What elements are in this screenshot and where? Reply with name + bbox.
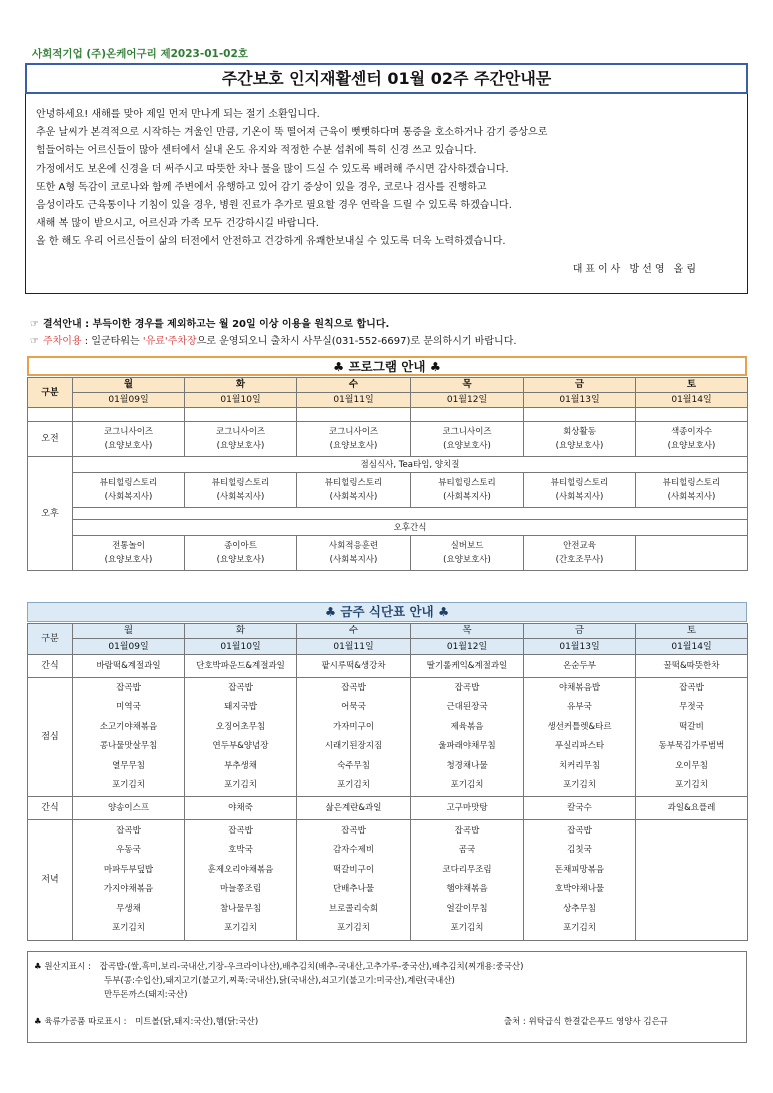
meal-menu-item: 잡곡밥 (116, 825, 141, 836)
program-row-label: 오전 (28, 422, 73, 457)
program-spacer-cell (524, 408, 636, 422)
program-activity-staff: (사회복지사) (329, 555, 378, 565)
meal-day-header: 월 (73, 624, 185, 639)
meal-menu-item: 호박야채나물 (554, 884, 605, 894)
meal-menu-item: 잡곡밥 (567, 825, 592, 836)
meal-menu-cell (411, 678, 524, 797)
program-morning-row (28, 422, 748, 457)
meal-section-title: ♣ 금주 식단표 안내 ♣ (27, 602, 747, 622)
program-col-label: 구분 (28, 378, 73, 408)
meal-menu-item: 부추생채 (224, 760, 257, 771)
program-date-header: 01월12일 (411, 393, 524, 408)
program-spacer-cell (28, 408, 73, 422)
parking-text-pre: : 일군타워는 (81, 336, 143, 347)
absence-notice (30, 315, 389, 330)
program-activity-name: 사회적응훈련 (328, 541, 379, 551)
meal-menu-cell (524, 678, 636, 797)
meat-line (34, 1015, 740, 1029)
meal-menu-item: 열무무침 (112, 760, 145, 771)
greeting-line: 또한 A형 독감이 코로나와 함께 주변에서 유행하고 있어 감기 증상이 있을 경우, 코로나 검사를 진행하고 (36, 181, 487, 193)
meal-menu-item: 어묵국 (341, 702, 366, 712)
origin-line: 두부(콩:수입산),돼지고기(불고기,찌푹:국내산),닭(국내산),쇠고기(불고기:미국산),계란(국내산) (104, 976, 455, 986)
parking-label: 주차이용 (42, 336, 82, 347)
meal-date-header: 01월10일 (185, 639, 297, 655)
meal-snack-cell: 야채죽 (185, 797, 297, 820)
program-activity-name: 코그니사이즈 (103, 427, 154, 437)
meal-menu-item: 청경채나물 (446, 760, 488, 771)
meal-snack-cell: 딸기롤케익&계절과일 (411, 655, 524, 678)
meal-menu-cell (636, 820, 748, 941)
meal-dinner-row (28, 820, 748, 941)
meal-snack-cell: 온순두부 (524, 655, 636, 678)
meal-menu-item: 잡곡밥 (454, 682, 480, 693)
program-activity-name: 전통놀이 (112, 541, 145, 551)
meal-menu-item: 포기김치 (450, 923, 484, 933)
program-activity-staff: (사회복지사) (443, 492, 491, 502)
meal-menu-item: 무젓국 (679, 702, 704, 712)
origin-label: ♣ 원산지표시 : (34, 962, 91, 972)
greeting-line: 힘들어하는 어르신들이 많아 센터에서 실내 온도 유지와 적정한 수분 섭취에 특히 신경 쓰고 있습니다. (36, 145, 477, 157)
meal-snack-cell: 팥시루떡&생강차 (297, 655, 411, 678)
program-activity-staff: (사회복지사) (329, 492, 378, 502)
meal-row-label: 간식 (28, 655, 73, 678)
meal-menu-item: 콩나물맛살무침 (99, 741, 158, 751)
page-title: 주간보호 인지재활센터 01월 02주 주간안내문 (25, 63, 748, 94)
program-spacer-cell (411, 408, 524, 422)
program-activity-staff: (사회복지사) (104, 492, 153, 502)
meal-menu-item: 얼갈이무침 (446, 903, 488, 914)
program-activity-staff: (요양보호사) (216, 555, 265, 565)
meal-menu-item: 잡곡밥 (679, 682, 704, 693)
program-activity-cell (73, 422, 185, 457)
meal-row-label: 간식 (28, 797, 73, 820)
meal-menu-cell (636, 678, 748, 797)
program-activity-cell (297, 536, 411, 571)
program-lunch-note: 점심식사, Tea타임, 양치질 (73, 457, 748, 473)
program-lunch-note-row (28, 457, 748, 473)
meal-menu-item: 브로콜리숙회 (328, 903, 379, 914)
program-date-header: 01월14일 (636, 393, 748, 408)
meal-menu-item: 시래기된장지짐 (324, 741, 383, 751)
meal-menu-item: 잡곡밥 (228, 682, 253, 693)
program-activity-cell (524, 473, 636, 508)
meal-menu-item: 코다리무조림 (442, 864, 492, 875)
program-activity-staff: (요양보호사) (104, 441, 153, 451)
meal-menu-item: 햄야채볶음 (446, 884, 488, 894)
meal-menu-item: 야채볶음밥 (558, 682, 601, 693)
program-activity-staff: (요양보호사) (104, 555, 153, 565)
meal-snack-cell: 바람떡&계절과일 (73, 655, 185, 678)
meal-menu-item: 잡곡밥 (341, 825, 366, 836)
greeting-line: 새해 복 많이 받으시고, 어르신과 가족 모두 건강하시길 바랍니다. (36, 218, 319, 230)
program-spacer-cell (297, 408, 411, 422)
program-table (27, 377, 748, 571)
program-activity-staff: (사회복지사) (667, 492, 716, 502)
program-spacer-cell (636, 408, 748, 422)
meal-date-header: 01월14일 (636, 639, 748, 655)
program-activity-name: 코그니사이즈 (328, 427, 379, 437)
meal-menu-cell (185, 678, 297, 797)
meal-menu-item: 푸실리파스타 (554, 741, 605, 751)
meal-menu-item: 포기김치 (337, 780, 370, 790)
program-day-header: 월 (73, 378, 185, 393)
meal-day-header: 금 (524, 624, 636, 639)
meal-menu-cell (185, 820, 297, 941)
program-spacer-cell (73, 508, 748, 520)
meal-menu-item: 잡곡밥 (454, 825, 480, 836)
meal-menu-item: 포기김치 (675, 780, 708, 790)
meal-day-header: 목 (411, 624, 524, 639)
program-activity-name: 뷰티힐링스토리 (550, 478, 609, 488)
meal-menu-item: 포기김치 (224, 923, 257, 933)
program-date-header: 01월10일 (185, 393, 297, 408)
parking-text-post: 으로 운영되오니 출차시 사무실(031-552-6697)로 문의하시기 바랍니다. (196, 336, 517, 347)
program-activity-cell (636, 473, 748, 508)
meal-snack-row (28, 655, 748, 678)
program-activity-staff: (요양보호사) (443, 555, 491, 565)
meal-menu-item: 우동국 (116, 845, 141, 855)
meal-day-header: 토 (636, 624, 748, 639)
program-day-row (28, 378, 748, 393)
program-snack-note-row (28, 520, 748, 536)
absence-notice-text: 결석안내 : 부득이한 경우를 제외하고는 월 20일 이상 이용을 원칙으로 합니다. (42, 319, 390, 330)
program-day-header: 수 (297, 378, 411, 393)
program-activity-cell (185, 536, 297, 571)
meal-snack-cell: 단호박파운드&계절과일 (185, 655, 297, 678)
origin-line: 만두돈까스(돼지:국산) (104, 990, 188, 1000)
program-activity-cell (297, 473, 411, 508)
program-date-header: 01월11일 (297, 393, 411, 408)
footer-box (27, 951, 747, 1043)
program-day-header: 토 (636, 378, 748, 393)
meal-date-header: 01월13일 (524, 639, 636, 655)
meal-menu-item: 포기김치 (224, 780, 257, 790)
program-activity-name: 뷰티힐링스토리 (438, 478, 496, 488)
program-activity-staff: (사회복지사) (216, 492, 265, 502)
program-section-title: ♣ 프로그램 안내 ♣ (27, 356, 747, 376)
meal-snack-cell: 고구마맛탕 (411, 797, 524, 820)
program-activity-staff: (요양보호사) (667, 441, 716, 451)
program-activity-name: 뷰티힐링스토리 (99, 478, 158, 488)
program-activity-name: 코그니사이즈 (442, 427, 492, 437)
greeting-line: 추운 날씨가 본격적으로 시작하는 겨울인 만큼, 기온이 뚝 떨어져 근육이 뻣뻣하다며 통증을 호소하거나 감기 증상으로 (36, 127, 548, 139)
program-date-header: 01월09일 (73, 393, 185, 408)
meal-day-header: 수 (297, 624, 411, 639)
meal-menu-item: 떡갈비구이 (332, 864, 375, 875)
program-activity-cell (185, 422, 297, 457)
pointing-hand-icon: ☞ (30, 336, 39, 347)
pointing-hand-icon: ☞ (30, 319, 39, 330)
meal-menu-item: 제육볶음 (450, 721, 484, 732)
program-activity-staff: (요양보호사) (443, 441, 491, 451)
meal-menu-item: 무생채 (116, 903, 141, 914)
meal-menu-item: 떡갈비 (679, 721, 704, 732)
program-activity-name: 뷰티힐링스토리 (662, 478, 721, 488)
meal-day-header: 화 (185, 624, 297, 639)
meal-menu-item: 가지야채볶음 (103, 884, 154, 894)
meal-menu-item: 호박국 (228, 845, 253, 855)
meal-menu-item: 연두부&양념장 (212, 741, 269, 751)
program-activity-cell (185, 473, 297, 508)
meal-menu-item: 상추무침 (563, 903, 596, 914)
program-activity-name: 뷰티힐링스토리 (324, 478, 383, 488)
meal-date-header: 01월12일 (411, 639, 524, 655)
meal-menu-cell (73, 678, 185, 797)
meal-menu-item: 가자미구이 (332, 721, 375, 732)
program-day-header: 목 (411, 378, 524, 393)
meal-menu-item: 잡곡밥 (116, 682, 141, 693)
origin-line (34, 960, 740, 974)
meal-menu-item: 단배추나물 (332, 884, 375, 894)
meal-day-row (28, 624, 748, 639)
program-activity-cell (636, 422, 748, 457)
program-activity-cell (411, 422, 524, 457)
program-activity-name: 코그니사이즈 (215, 427, 266, 437)
program-activity-name: 실버보드 (450, 541, 484, 551)
meal-menu-item: 감자수제비 (332, 845, 375, 855)
meal-snack-cell: 꿀떡&따뜻한차 (636, 655, 748, 678)
program-activity-cell (73, 473, 185, 508)
meal-menu-item: 잡곡밥 (228, 825, 253, 836)
meal-menu-cell (73, 820, 185, 941)
meal-menu-item: 포기김치 (112, 923, 145, 933)
program-afternoon-row (28, 473, 748, 508)
meal-menu-cell (411, 820, 524, 941)
meal-date-header: 01월11일 (297, 639, 411, 655)
parking-notice (30, 332, 517, 347)
meal-menu-cell (297, 678, 411, 797)
program-activity-staff: (사회복지사) (555, 492, 604, 502)
program-activity-cell (636, 536, 748, 571)
meat-text: 미트볼(닭,돼지:국산),햄(닭:국산) (135, 1017, 259, 1027)
meal-menu-item: 울파래야채무침 (438, 741, 496, 751)
program-activity-name: 회상활동 (563, 427, 596, 437)
meal-menu-item: 동부묵김가루범벅 (658, 741, 725, 751)
meal-source: 출처 : 위탁급식 한결같은푸드 영양사 김은규 (503, 1017, 668, 1027)
meat-label: ♣ 육류가공품 따로표시 : (34, 1017, 127, 1027)
program-date-header: 01월13일 (524, 393, 636, 408)
program-activity-cell (73, 536, 185, 571)
meal-menu-item: 포기김치 (563, 923, 596, 933)
program-snack-note: 오후간식 (73, 520, 748, 536)
program-afternoon-row (28, 536, 748, 571)
meal-menu-item: 근대된장국 (446, 702, 488, 712)
program-spacer-cell (73, 408, 185, 422)
program-activity-cell (524, 422, 636, 457)
meal-menu-item: 포기김치 (112, 780, 145, 790)
program-activity-staff: (간호조무사) (555, 555, 604, 565)
meal-menu-item: 돈채피망볶음 (554, 864, 605, 875)
meal-snack-cell: 양송이스프 (73, 797, 185, 820)
program-activity-staff: (요양보호사) (216, 441, 265, 451)
program-activity-staff: (요양보호사) (329, 441, 378, 451)
program-spacer-cell (185, 408, 297, 422)
meal-date-row (28, 639, 748, 655)
program-row-label: 오후 (28, 457, 73, 571)
meal-menu-item: 오이무침 (675, 760, 708, 771)
meal-menu-item: 김칫국 (567, 845, 592, 855)
meal-menu-item: 마파두부덮밥 (103, 864, 154, 875)
meal-menu-item: 생선커틀렛&타르 (547, 721, 612, 732)
meal-menu-item: 곰국 (458, 845, 476, 855)
program-activity-name: 뷰티힐링스토리 (211, 478, 270, 488)
meal-menu-item: 참나물무침 (219, 903, 262, 914)
meal-menu-cell (524, 820, 636, 941)
meal-menu-item: 소고기야채볶음 (99, 721, 158, 732)
parking-paid-label: '유료'주차장 (142, 336, 197, 347)
greeting-line: 음성이라도 근육통이나 기침이 있을 경우, 병원 진료가 추가로 필요할 경우 연락을 드릴 수 있도록 하겠습니다. (36, 200, 512, 212)
meal-menu-item: 포기김치 (337, 923, 370, 933)
greeting-signature: 대표이사 방선영 올림 (572, 263, 699, 275)
meal-row-label: 점심 (28, 678, 73, 797)
program-spacer-row (28, 408, 748, 422)
meal-snack-cell: 과일&요플레 (636, 797, 748, 820)
meal-snack-cell: 칼국수 (524, 797, 636, 820)
meal-menu-item: 포기김치 (563, 780, 596, 790)
meal-menu-cell (297, 820, 411, 941)
meal-row-label: 저녁 (28, 820, 73, 941)
greeting-line: 가정에서도 보온에 신경을 더 써주시고 따뜻한 차나 물을 많이 드실 수 있도록 배려해 주시면 감사하겠습니다. (36, 163, 509, 175)
meal-menu-item: 잡곡밥 (341, 682, 366, 693)
origin-text: 잡곡밥-(쌀,흑미,보리-국내산,기장-우크라이나산),배추김치(배추-국내산,고추가루-중국산),배추김치(찌개용:중국산) (99, 962, 524, 972)
program-activity-cell (524, 536, 636, 571)
meal-snack-row (28, 797, 748, 820)
meal-menu-item: 오징어초무침 (215, 721, 266, 732)
program-activity-staff: (요양보호사) (555, 441, 604, 451)
greeting-line: 올 한 해도 우리 어르신들이 삶의 터전에서 안전하고 건강하게 유쾌한보내실 수 있도록 더욱 노력하겠습니다. (36, 236, 506, 248)
meal-menu-item: 유부국 (567, 702, 592, 712)
program-activity-cell (411, 536, 524, 571)
meal-menu-item: 마늘쫑조림 (219, 884, 262, 894)
meal-col-label: 구분 (28, 624, 73, 655)
meal-date-header: 01월09일 (73, 639, 185, 655)
program-spacer-row (28, 508, 748, 520)
program-day-header: 금 (524, 378, 636, 393)
greeting-box (25, 94, 748, 294)
program-activity-name: 종이아트 (224, 541, 257, 551)
meal-snack-cell: 삶은계란&과일 (297, 797, 411, 820)
meal-menu-item: 미역국 (116, 702, 141, 712)
meal-menu-item: 치커리무침 (558, 760, 601, 771)
meal-table (27, 623, 748, 941)
meal-menu-item: 포기김치 (450, 780, 484, 790)
greeting-line: 안녕하세요! 새해를 맞아 제일 먼저 만나게 되는 절기 소환입니다. (36, 109, 320, 120)
meal-menu-item: 숙주무침 (337, 760, 370, 771)
meal-lunch-row (28, 678, 748, 797)
org-line: 사회적기업 (주)온케어구리 제2023-01-02호 (32, 48, 248, 60)
program-date-row (28, 393, 748, 408)
program-activity-name: 안전교육 (563, 541, 596, 551)
program-activity-cell (297, 422, 411, 457)
program-activity-name: 색종이자수 (670, 427, 713, 437)
meal-menu-item: 훈제오리야채볶음 (207, 864, 274, 875)
program-day-header: 화 (185, 378, 297, 393)
program-activity-cell (411, 473, 524, 508)
meal-menu-item: 돼지국밥 (224, 702, 257, 712)
